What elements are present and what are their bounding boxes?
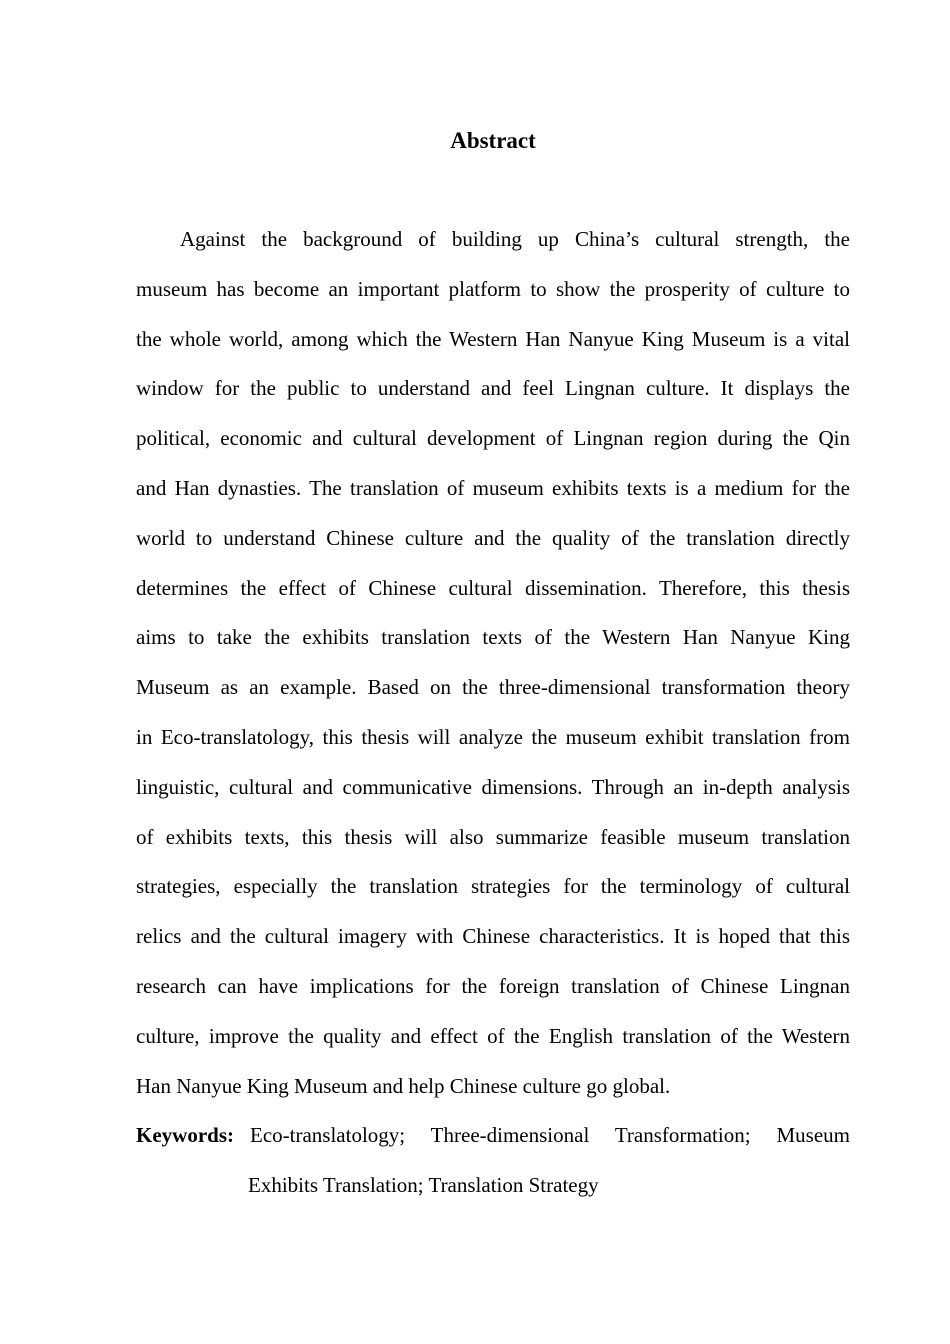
paragraph-line: Museum as an example. Based on the three-dimensional transformation theory: [136, 675, 850, 700]
paragraph-line: linguistic, cultural and communicative dimensions. Through an in-depth analysis: [136, 774, 850, 799]
paragraph-line: Han Nanyue King Museum and help Chinese culture go global.: [136, 1073, 671, 1098]
paragraph-line: determines the effect of Chinese cultural dissemination. Therefore, this thesis: [136, 575, 850, 600]
paragraph-line: world to understand Chinese culture and the quality of the translation directly: [136, 525, 850, 550]
paragraph-line: culture, improve the quality and effect of the English translation of the Western: [136, 1023, 850, 1048]
keywords-text: Eco-translatology; Three-dimensional Transformation; Museum: [250, 1123, 850, 1148]
paragraph-line: aims to take the exhibits translation texts of the Western Han Nanyue King: [136, 625, 850, 650]
page-title: Abstract: [450, 128, 536, 153]
abstract-paragraph: [136, 215, 850, 1111]
paragraph-line: research can have implications for the foreign translation of Chinese Lingnan: [136, 973, 850, 998]
paragraph-line: in Eco-translatology, this thesis will analyze the museum exhibit translation from: [136, 724, 850, 749]
paragraph-line: of exhibits texts, this thesis will also summarize feasible museum translation: [136, 824, 850, 849]
paragraph-line: relics and the cultural imagery with Chinese characteristics. It is hoped that this: [136, 924, 850, 949]
keywords-label: Keywords:: [136, 1123, 234, 1148]
keywords-continuation: Exhibits Translation; Translation Strategy: [248, 1173, 599, 1198]
abstract-body: [136, 215, 850, 1211]
keywords-line: [136, 1111, 850, 1161]
paragraph-line: window for the public to understand and feel Lingnan culture. It displays the: [136, 376, 850, 401]
paragraph-line: and Han dynasties. The translation of museum exhibits texts is a medium for the: [136, 475, 850, 500]
paragraph-line: museum has become an important platform to show the prosperity of culture to: [136, 276, 850, 301]
paragraph-line: Against the background of building up China’s cultural strength, the: [180, 227, 850, 251]
paragraph-line: strategies, especially the translation strategies for the terminology of cultural: [136, 874, 850, 899]
paragraph-line: the whole world, among which the Western Han Nanyue King Museum is a vital: [136, 326, 850, 351]
paragraph-line: political, economic and cultural development of Lingnan region during the Qin: [136, 426, 850, 451]
